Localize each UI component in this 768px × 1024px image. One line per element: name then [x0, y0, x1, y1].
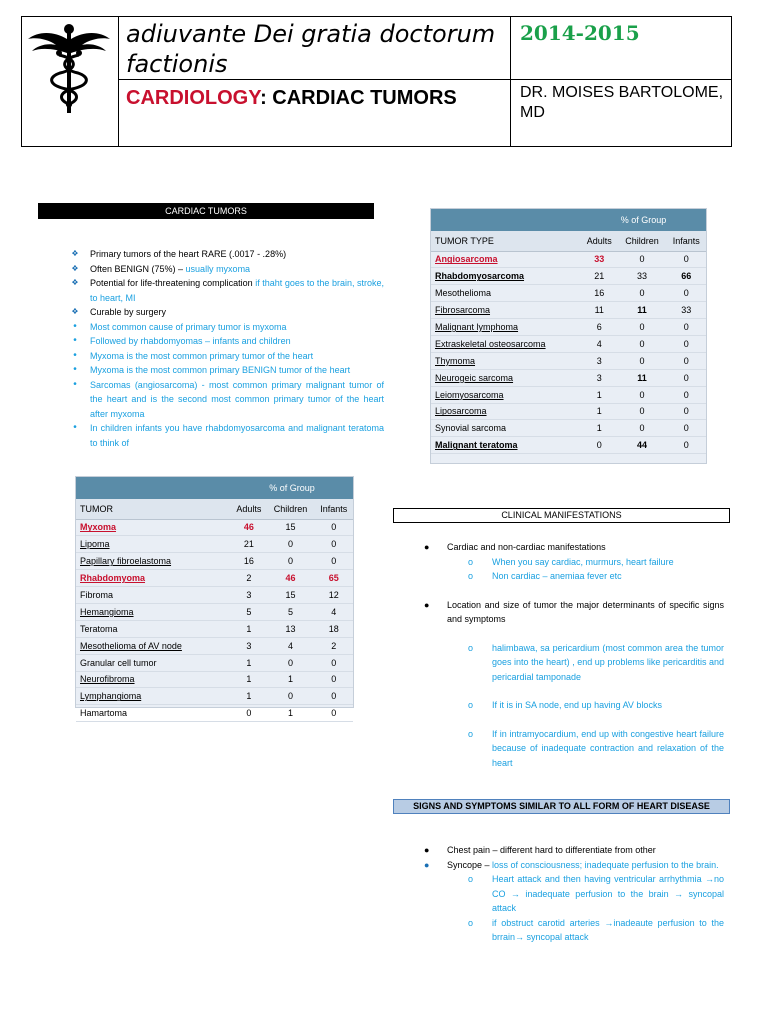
list-subitem [420, 698, 724, 713]
table-cell: 0 [314, 519, 353, 536]
table-cell [431, 352, 581, 369]
tumor-name-cell: Leiomyosarcoma [435, 389, 504, 400]
list-item-text: loss of consciousness; inadequate perfusion to the brain. [492, 859, 719, 870]
table-cell [76, 519, 231, 536]
list-item-text: Non cardiac – anemiaa fever etc [492, 571, 622, 581]
table-cell: 0 [618, 403, 667, 420]
table-cell: 16 [581, 285, 618, 302]
table-cell: 1 [581, 420, 618, 437]
table-cell: 0 [618, 251, 667, 268]
list-item [68, 363, 384, 378]
table-cell: 21 [581, 268, 618, 285]
group-header: % of Group [231, 477, 353, 499]
table-cell: 46 [267, 570, 315, 587]
divider [510, 17, 511, 146]
group-header: % of Group [581, 209, 706, 231]
table-cell: 65 [314, 570, 353, 587]
table-cell: 5 [231, 603, 267, 620]
tumor-name-cell: Lymphangioma [80, 691, 142, 702]
list-item [68, 378, 384, 422]
table-row [76, 654, 353, 671]
table-cell: 0 [314, 688, 353, 705]
circle-bullet-icon: o [468, 700, 474, 710]
table-row [76, 637, 353, 654]
list-subitem [420, 916, 724, 945]
table-row [431, 369, 706, 386]
subject-title [126, 83, 506, 113]
header-table [21, 16, 732, 147]
table-header-blank [76, 477, 231, 499]
list-item-text: usually myxoma [185, 263, 251, 274]
list-item [68, 349, 384, 364]
list-item-text: Cardiac and non-cardiac manifestations [447, 542, 606, 552]
table-cell [76, 603, 231, 620]
list-item-text: If it is in SA node, end up having AV blocks [492, 700, 662, 710]
list-item-text: Often BENIGN (75%) – [90, 263, 186, 274]
tumor-name-cell: Neurofibroma [80, 674, 135, 685]
table-cell [431, 251, 581, 268]
table-cell: 11 [618, 369, 667, 386]
table-cell: 0 [231, 705, 267, 722]
table-cell: 4 [314, 603, 353, 620]
bullet-icon: ● [424, 599, 430, 610]
list-item-text: Most common cause of primary tumor is myxoma [90, 321, 287, 332]
tumor-name-cell: Malignant teratoma [435, 440, 518, 451]
table-cell: 1 [231, 654, 267, 671]
table-cell: 11 [618, 302, 667, 319]
bullet-icon: • [73, 378, 77, 390]
table-cell: 0 [618, 335, 667, 352]
table-row [76, 553, 353, 570]
tumor-name-cell: Thymoma [435, 355, 476, 366]
table-cell: 5 [267, 603, 315, 620]
table-cell: 46 [231, 519, 267, 536]
table-cell [76, 705, 231, 722]
table-cell [76, 587, 231, 604]
diamond-bullet-icon: ❖ [71, 249, 79, 258]
table-cell [431, 420, 581, 437]
tumor-name-cell: Granular cell tumor [80, 657, 157, 668]
tumor-name-cell: Angiosarcoma [435, 254, 498, 265]
column-header: Adults [231, 499, 267, 519]
table-cell: 3 [581, 352, 618, 369]
school-year: 2014-2015 [520, 21, 640, 45]
table-row [76, 671, 353, 688]
table-cell [76, 671, 231, 688]
table-cell [431, 386, 581, 403]
table-row [76, 570, 353, 587]
tumor-name-cell: Rhabdomyoma [80, 573, 146, 584]
table-row [76, 603, 353, 620]
table-cell [76, 688, 231, 705]
table-cell [431, 302, 581, 319]
table-cell: 18 [314, 620, 353, 637]
tumor-name-cell: Fibrosarcoma [435, 305, 491, 316]
subject-rest: : CARDIAC TUMORS [260, 87, 457, 109]
divider [118, 17, 119, 146]
table-row [76, 536, 353, 553]
list-item [68, 334, 384, 349]
circle-bullet-icon: o [468, 571, 474, 581]
table-cell: 13 [267, 620, 315, 637]
list-subitem [420, 727, 724, 771]
table-cell: 1 [267, 705, 315, 722]
tumor-name-cell: Mesothelioma [435, 288, 492, 299]
circle-bullet-icon: o [468, 874, 474, 884]
table-cell: 0 [267, 536, 315, 553]
table-header-blank [431, 209, 581, 231]
table-cell: 0 [314, 705, 353, 722]
table-cell: 0 [581, 437, 618, 454]
list-item [420, 540, 724, 555]
table-row [431, 302, 706, 319]
table-row [76, 587, 353, 604]
table-cell: 0 [267, 654, 315, 671]
tumor-name-cell: Lipoma [80, 539, 110, 550]
bullet-icon: • [73, 364, 77, 375]
table-cell [431, 335, 581, 352]
table-cell: 44 [618, 437, 667, 454]
table-cell: 1 [231, 620, 267, 637]
table-cell [76, 620, 231, 637]
list-item-text: Curable by surgery [90, 307, 167, 317]
list-item-text: Chest pain – different hard to differentiate from other [447, 845, 656, 855]
table-cell: 0 [267, 688, 315, 705]
tumor-name-cell: Papillary fibroelastoma [80, 556, 172, 567]
column-header: Infants [667, 231, 707, 251]
table-cell: 0 [667, 386, 707, 403]
table-cell: 1 [267, 671, 315, 688]
tumor-name-cell: Hamartoma [80, 708, 128, 719]
list-item-text: In children infants you have rhabdomyosarcoma and malignant teratoma to think of [90, 423, 384, 448]
table-cell: 0 [314, 671, 353, 688]
list-item-text: halimbawa, sa pericardium (most common area the tumor goes into the heart) , end up problems like pericarditis and pericardial tamponade [492, 642, 724, 682]
tumor-name-cell: Malignant lymphoma [435, 322, 519, 332]
section-clinical-manifestations: CLINICAL MANIFESTATIONS [393, 508, 730, 523]
table-cell: 0 [618, 319, 667, 336]
table-cell: 2 [314, 637, 353, 654]
benign-tumor-table [75, 476, 354, 719]
bullet-icon: ● [424, 845, 430, 855]
tumor-name-cell: Hemangioma [80, 606, 134, 617]
diamond-bullet-icon: ❖ [71, 278, 79, 287]
circle-bullet-icon: o [468, 642, 474, 653]
table-cell [76, 570, 231, 587]
column-header: TUMOR TYPE [431, 231, 581, 251]
list-item [420, 858, 724, 873]
tumor-name-cell: Mesothelioma of AV node [80, 640, 182, 651]
list-item-text: Heart attack and then having ventricular arrhythmia →no CO → inadequate perfusion to the brain → syncopal attack [492, 874, 724, 913]
circle-bullet-icon: o [468, 728, 474, 739]
table-cell: 33 [618, 268, 667, 285]
table-row [431, 420, 706, 437]
table-cell [431, 268, 581, 285]
list-subitem [420, 872, 724, 916]
list-item-text: if obstruct carotid arteries →inadeaute perfusion to the brrain→ syncopal attack [492, 917, 724, 942]
table-cell [76, 536, 231, 553]
table-row [431, 251, 706, 268]
table-cell: 33 [667, 302, 707, 319]
table-cell: 12 [314, 587, 353, 604]
table-row [431, 437, 706, 454]
subject-red: CARDIOLOGY [126, 87, 261, 109]
table-cell: 4 [581, 335, 618, 352]
list-item-text: Potential for life-threatening complication [90, 278, 256, 288]
list-item-text: Myxoma is the most common primary tumor of the heart [90, 350, 314, 361]
table-cell: 0 [667, 369, 707, 386]
diamond-bullet-icon: ❖ [71, 263, 79, 273]
table-row [431, 403, 706, 420]
table-cell [431, 285, 581, 302]
table-row [431, 352, 706, 369]
table-cell: 0 [667, 403, 707, 420]
table-cell: 0 [667, 319, 707, 336]
table-row [431, 386, 706, 403]
list-item [68, 421, 384, 450]
table-cell: 15 [267, 519, 315, 536]
list-item [420, 843, 724, 858]
table-cell: 0 [618, 386, 667, 403]
tumor-name-cell: Myxoma [80, 522, 117, 533]
bullet-icon: ● [424, 859, 430, 870]
table-cell: 66 [667, 268, 707, 285]
bullet-icon: • [73, 320, 77, 332]
tumor-name-cell: Neurogeic sarcoma [435, 372, 514, 383]
table-row [76, 519, 353, 536]
tumor-name-cell: Fibroma [80, 590, 114, 600]
table-cell: 0 [667, 285, 707, 302]
table-cell: 6 [581, 319, 618, 336]
list-item-text: Sarcomas (angiosarcoma) - most common primary malignant tumor of the heart and is the second most common primary tumor of the heart after myxoma [90, 379, 384, 419]
table-cell: 2 [231, 570, 267, 587]
list-subitem [420, 555, 724, 570]
bullet-icon: • [73, 335, 77, 346]
diamond-bullet-icon: ❖ [71, 307, 79, 316]
table-cell [76, 637, 231, 654]
circle-bullet-icon: o [468, 556, 474, 567]
bullet-icon: • [73, 349, 77, 361]
column-header: TUMOR [76, 499, 231, 519]
table-cell: 0 [667, 352, 707, 369]
table-cell [76, 654, 231, 671]
clinical-list [420, 540, 724, 770]
table-cell [431, 403, 581, 420]
table-cell: 0 [618, 352, 667, 369]
list-subitem [420, 569, 724, 584]
section-cardiac-tumors: CARDIAC TUMORS [38, 203, 374, 219]
table-cell: 11 [581, 302, 618, 319]
list-item-text: Syncope – [447, 859, 493, 870]
table-row [76, 705, 353, 722]
bullet-icon: ● [424, 542, 430, 552]
bullet-icon: • [73, 422, 77, 433]
table-row [431, 285, 706, 302]
table-cell: 1 [231, 688, 267, 705]
table-cell: 0 [667, 335, 707, 352]
table-row [431, 319, 706, 336]
divider [118, 79, 732, 80]
column-header: Infants [314, 499, 353, 519]
circle-bullet-icon: o [468, 917, 474, 928]
list-item-text: if thaht goes to the brain, stroke, to heart, MI [90, 278, 385, 303]
table-cell: 3 [231, 637, 267, 654]
table-cell: 1 [581, 386, 618, 403]
table-cell: 4 [267, 637, 315, 654]
malignant-tumor-table [430, 208, 707, 464]
table-cell: 0 [618, 420, 667, 437]
tumor-name-cell: Extraskeletal osteosarcoma [435, 338, 546, 349]
table-row [76, 688, 353, 705]
table-cell: 3 [581, 369, 618, 386]
list-item-text: If in intramyocardium, end up with congestive heart failure because of inadequate contraction and relaxation of the heart [492, 728, 724, 768]
table-cell: 0 [314, 536, 353, 553]
table-cell: 21 [231, 536, 267, 553]
caduceus-icon [26, 23, 112, 115]
table-cell [431, 369, 581, 386]
table-cell: 0 [314, 553, 353, 570]
list-item [68, 247, 384, 262]
table-cell: 1 [581, 403, 618, 420]
table-row [76, 620, 353, 637]
tumor-name-cell: Synovial sarcoma [435, 423, 507, 434]
table-cell: 3 [231, 587, 267, 604]
list-subitem [420, 641, 724, 685]
list-item [68, 262, 384, 277]
table-row [431, 335, 706, 352]
list-item-text: Followed by rhabdomyomas – infants and children [90, 336, 291, 346]
signs-list [420, 843, 724, 945]
table-cell: 33 [581, 251, 618, 268]
list-item-text: Myxoma is the most common primary BENIGN tumor of the heart [90, 365, 351, 375]
tumor-name-cell: Rhabdomyosarcoma [435, 271, 525, 282]
table-cell: 0 [667, 437, 707, 454]
list-item [68, 276, 384, 305]
section-signs-symptoms: SIGNS AND SYMPTOMS SIMILAR TO ALL FORM OF HEART DISEASE [393, 799, 730, 814]
table-cell: 15 [267, 587, 315, 604]
list-item [68, 305, 384, 320]
column-header: Children [618, 231, 667, 251]
column-header: Children [267, 499, 315, 519]
table-cell: 1 [231, 671, 267, 688]
table-cell: 16 [231, 553, 267, 570]
table-cell [431, 319, 581, 336]
left-bullet-list [68, 247, 384, 450]
tumor-name-cell: Liposarcoma [435, 406, 487, 417]
table-cell: 0 [314, 654, 353, 671]
table-row [431, 268, 706, 285]
column-header: Adults [581, 231, 618, 251]
table-cell: 0 [267, 553, 315, 570]
tumor-name-cell: Teratoma [80, 623, 118, 634]
list-item-text: When you say cardiac, murmurs, heart failure [492, 556, 674, 567]
list-item [68, 320, 384, 335]
table-cell: 0 [618, 285, 667, 302]
list-item [420, 598, 724, 627]
list-item-text: Location and size of tumor the major determinants of specific signs and symptoms [447, 599, 724, 624]
table-cell: 0 [667, 420, 707, 437]
doctor-name: DR. MOISES BARTOLOME, MD [520, 84, 724, 121]
table-cell: 0 [667, 251, 707, 268]
table-cell [76, 553, 231, 570]
list-item-text: Primary tumors of the heart RARE (.0017 - .28%) [90, 249, 287, 259]
motto-text: adiuvante Dei gratia doctorum factionis [126, 20, 496, 78]
table-cell [431, 437, 581, 454]
